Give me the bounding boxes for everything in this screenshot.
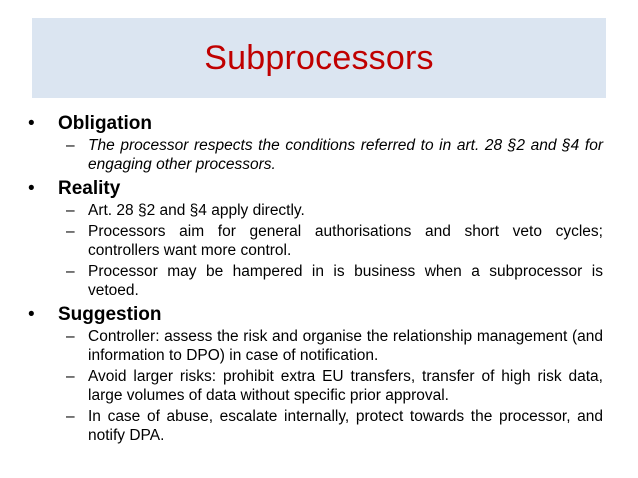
bullet-icon: • (28, 304, 35, 325)
sub-list (28, 136, 603, 174)
section-reality (28, 177, 603, 300)
title-bar (32, 18, 606, 98)
section-heading: Reality (58, 178, 121, 199)
dash-icon: – (66, 368, 75, 385)
dash-icon: – (66, 223, 75, 240)
list-item (28, 407, 603, 445)
dash-icon: – (66, 202, 75, 219)
list-item (28, 201, 603, 220)
section-heading: Suggestion (58, 304, 162, 325)
section-heading: Obligation (58, 113, 152, 134)
list-item (28, 222, 603, 260)
dash-icon: – (66, 263, 75, 280)
list-item-text: Controller: assess the risk and organise the relationship management (and information to DPO) in case of notification. (88, 328, 603, 364)
dash-icon: – (66, 137, 75, 154)
list-item (28, 262, 603, 300)
list-item-text: Art. 28 §2 and §4 apply directly. (88, 202, 305, 219)
list-item (28, 367, 603, 405)
list-item-text: Avoid larger risks: prohibit extra EU transfers, transfer of high risk data, large volumes of data without specific prior approval. (88, 368, 603, 404)
sub-list (28, 201, 603, 300)
section-suggestion (28, 303, 603, 445)
list-item-text: Processor may be hampered in is business when a subprocessor is vetoed. (88, 263, 603, 299)
list-item-text: Processors aim for general authorisations and short veto cycles; controllers want more control. (88, 223, 603, 259)
slide-title: Subprocessors (204, 39, 434, 77)
list-item-text: The processor respects the conditions referred to in art. 28 §2 and §4 for engaging other processors. (88, 137, 603, 173)
bullet-icon: • (28, 178, 35, 199)
slide-content (28, 112, 603, 447)
bullet-icon: • (28, 113, 35, 134)
list-item (28, 136, 603, 174)
section-obligation (28, 112, 603, 174)
dash-icon: – (66, 408, 75, 425)
list-item-text: In case of abuse, escalate internally, protect towards the processor, and notify DPA. (88, 408, 603, 444)
list-item (28, 327, 603, 365)
sub-list (28, 327, 603, 445)
dash-icon: – (66, 328, 75, 345)
